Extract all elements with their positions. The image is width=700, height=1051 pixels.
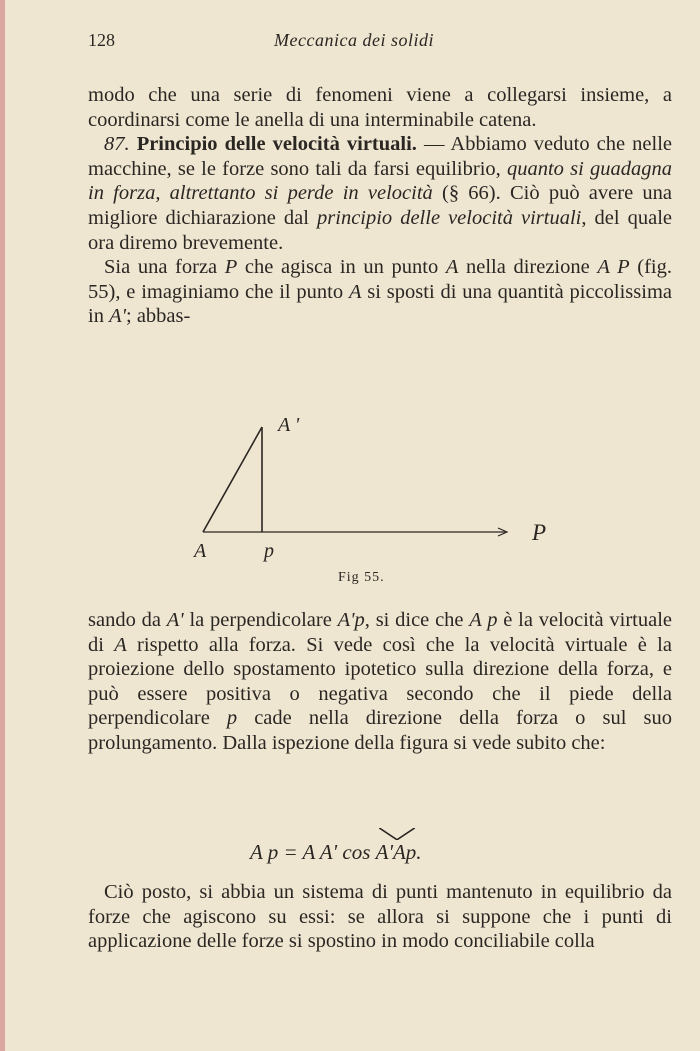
text-block-top [88,83,672,329]
text-block-bottom [88,880,672,954]
italic-run: A p [469,609,498,631]
paragraph-continuation: modo che una serie di fenomeni viene a collegarsi insieme, a coordinarsi come le anella di una interminabile catena. [88,84,672,131]
text-run: — Abbiamo veduto che nelle macchine, se le forze sono tali da farsi equilibrio, [88,133,672,180]
text-block-middle [88,608,672,756]
text-run: sando da [88,609,167,631]
paragraph-section-87 [88,132,672,255]
italic-run: A'p [337,609,365,631]
section-number: 87. [104,133,130,156]
italic-run: A [445,256,459,279]
italic-run: A P [597,256,630,279]
label-A-prime: A ' [278,414,300,436]
hypotenuse-line [203,427,262,532]
figure-caption: Fig 55. [338,570,385,585]
label-A: A [194,540,207,562]
formula-end: . [416,840,422,864]
running-title: Meccanica dei solidi [274,30,434,50]
text-run: è la velocità virtuale di [88,609,672,656]
text-run: (§ 66). Ciò può avere una migliore dichiarazione dal [88,182,672,229]
italic-run: A [348,280,362,303]
italic-run: A' [166,609,184,631]
text-run: , si dice che [364,609,470,631]
label-p: p [264,540,274,562]
label-P: P [532,520,547,545]
paragraph-equilibrium: Ciò posto, si abbia un sistema di punti mantenuto in equilibrio da forze che agiscono su essi: se allora si suppone che i punti di applicazione delle forze si spostino in modo conciliabile colla [88,881,672,953]
paragraph-virtual-velocity [88,608,672,756]
text-run: rispetto alla forza. Si vede così che la velocità virtuale è la proiezione dello spostamento ipotetico sulla direzione della forza, e può essere positiva o negativa secondo che il piede della perpendicolare [88,633,672,730]
text-run: che agisca in un punto [237,256,446,279]
figure-55 [180,405,580,565]
paragraph-force-definition [88,255,672,329]
text-run: la perpendicolare [183,609,338,631]
page-edge [0,0,5,1051]
text-run: Sia una forza [104,256,225,279]
section-heading: Principio delle velocità virtuali. [136,133,417,156]
text-run: nella direzione [458,256,598,279]
formula-angle: A'Ap [375,840,417,864]
page-number: 128 [88,30,115,50]
italic-run: A' [109,305,126,328]
text-run: (fig. 55), e imaginiamo che il punto [88,256,672,303]
text-run: cade nella direzione della forza o sul suo prolungamento. Dalla ispezione della figura si vede subito che: [88,707,672,754]
italic-run: quanto si guadagna in forza, altrettanto si perde in velocità [88,157,673,205]
italic-run: P [224,256,238,279]
text-run: si sposti di una quantità piccolissima in [88,280,672,328]
formula [250,840,422,865]
text-run: , del quale ora diremo brevemente. [88,206,672,254]
italic-run: p [226,707,238,730]
text-run: ; abbas- [126,305,191,328]
formula-lhs: A p = A A' cos [250,840,376,864]
italic-run: A [114,633,127,656]
italic-run: principio delle velocità virtuali [317,206,582,229]
running-header [88,28,668,58]
